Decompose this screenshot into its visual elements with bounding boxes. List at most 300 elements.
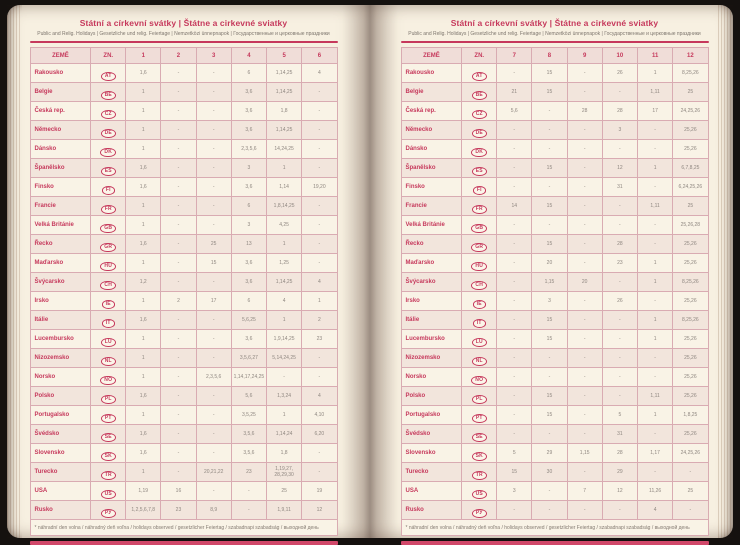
country-code-badge: CZ [101, 110, 116, 119]
holiday-days-cell: - [567, 64, 602, 83]
code-cell [462, 216, 497, 235]
holiday-days-cell: 1 [302, 292, 337, 311]
country-code-badge: HU [471, 262, 487, 271]
country-code-badge: РУ [472, 509, 487, 518]
holiday-days-cell: 15 [532, 311, 567, 330]
column-header: 1 [126, 48, 161, 64]
code-cell [462, 425, 497, 444]
holiday-days-cell: 1 [638, 159, 673, 178]
holiday-days-cell: 29 [602, 463, 637, 482]
holiday-days-cell: - [196, 216, 231, 235]
country-name: Itálie [30, 311, 91, 330]
holiday-days-cell: 26 [602, 292, 637, 311]
country-code-badge: LU [101, 338, 116, 347]
holiday-days-cell: - [161, 368, 196, 387]
holiday-days-cell: 26 [602, 64, 637, 83]
holiday-days-cell: - [638, 368, 673, 387]
holiday-days-cell: - [302, 140, 337, 159]
holiday-days-cell: - [602, 140, 637, 159]
accent-bar-bottom [30, 541, 338, 545]
holiday-days-cell: 1 [638, 273, 673, 292]
country-code-badge: HU [100, 262, 116, 271]
holiday-days-cell: 1,25 [267, 254, 302, 273]
country-name: Rakousko [30, 64, 91, 83]
holiday-days-cell: 15 [532, 330, 567, 349]
table-row [401, 444, 708, 463]
table-row [30, 368, 337, 387]
country-name: Německo [30, 121, 91, 140]
holiday-days-cell: - [161, 235, 196, 254]
country-code-badge: PL [101, 395, 116, 404]
holiday-days-cell: - [497, 425, 532, 444]
holiday-days-cell: 1,6 [126, 235, 161, 254]
table-row [401, 387, 708, 406]
holiday-days-cell: - [161, 425, 196, 444]
holiday-days-cell: 23 [231, 463, 266, 482]
country-name: Rusko [30, 501, 91, 520]
code-cell [462, 349, 497, 368]
column-header: 12 [673, 48, 708, 64]
holiday-days-cell: - [567, 501, 602, 520]
holiday-days-cell: 6 [231, 292, 266, 311]
code-cell [91, 330, 126, 349]
left-page [7, 5, 370, 538]
holiday-days-cell: 14 [497, 197, 532, 216]
table-row [401, 425, 708, 444]
holiday-days-cell: 3,6 [231, 83, 266, 102]
holiday-days-cell: - [196, 387, 231, 406]
holiday-days-cell: 15 [497, 463, 532, 482]
country-name: Irsko [30, 292, 91, 311]
holiday-days-cell: 15 [532, 64, 567, 83]
country-code-badge: SK [472, 452, 487, 461]
code-cell [91, 102, 126, 121]
country-name: Řecko [30, 235, 91, 254]
holiday-days-cell: - [196, 482, 231, 501]
holiday-days-cell: - [567, 216, 602, 235]
holiday-days-cell: - [196, 140, 231, 159]
country-name: Dánsko [30, 140, 91, 159]
country-code-badge: PT [472, 414, 487, 423]
holiday-days-cell: - [196, 121, 231, 140]
holiday-days-cell: - [532, 368, 567, 387]
holiday-days-cell: - [302, 197, 337, 216]
country-code-badge: US [101, 490, 116, 499]
country-name: Francie [30, 197, 91, 216]
holiday-days-cell: 12 [302, 501, 337, 520]
holiday-days-cell: 24,25,26 [673, 444, 708, 463]
holiday-days-cell: - [196, 444, 231, 463]
holiday-days-cell: 5,6 [497, 102, 532, 121]
holiday-days-cell: 1 [267, 235, 302, 254]
holiday-days-cell: - [161, 83, 196, 102]
table-row [30, 311, 337, 330]
holiday-days-cell: 15 [196, 254, 231, 273]
holiday-days-cell: - [302, 463, 337, 482]
code-cell [462, 406, 497, 425]
holiday-days-cell: 6 [231, 197, 266, 216]
holiday-days-cell: 3 [497, 482, 532, 501]
holiday-days-cell: 24,25,26 [673, 102, 708, 121]
country-code-badge: FI [473, 186, 486, 195]
country-name: Dánsko [401, 140, 462, 159]
table-row [401, 330, 708, 349]
holiday-days-cell: - [602, 501, 637, 520]
holiday-days-cell: 21 [497, 83, 532, 102]
holiday-days-cell: - [567, 159, 602, 178]
country-name: Česká rep. [30, 102, 91, 121]
holiday-days-cell: - [602, 273, 637, 292]
country-name: Maďarsko [401, 254, 462, 273]
code-cell [91, 254, 126, 273]
holiday-days-cell: 4 [302, 273, 337, 292]
holiday-days-cell: 8,25,26 [673, 64, 708, 83]
holiday-days-cell: - [567, 387, 602, 406]
table-row [401, 349, 708, 368]
page-subtitle: Public and Relig. Holidays | Gesetzliche und relig. Feiertage | Nemzetközi ünnepnapok | Государственные и церковные праздники [37, 31, 330, 37]
code-cell [462, 121, 497, 140]
holiday-days-cell: 25 [673, 197, 708, 216]
country-code-badge: NL [472, 357, 487, 366]
holiday-days-cell: - [302, 368, 337, 387]
holiday-days-cell: - [196, 273, 231, 292]
country-name: Česká rep. [401, 102, 462, 121]
holiday-days-cell: 1,6 [126, 387, 161, 406]
table-row [401, 83, 708, 102]
country-code-badge: DE [101, 129, 116, 138]
holiday-days-cell: - [532, 425, 567, 444]
column-header: 9 [567, 48, 602, 64]
holiday-days-cell: - [302, 102, 337, 121]
column-header: 10 [602, 48, 637, 64]
code-cell [91, 121, 126, 140]
column-header: 5 [267, 48, 302, 64]
column-header: 7 [497, 48, 532, 64]
holiday-days-cell: 1 [267, 311, 302, 330]
holiday-days-cell: 15 [532, 159, 567, 178]
holiday-days-cell: - [567, 368, 602, 387]
column-header: 4 [231, 48, 266, 64]
holiday-days-cell: - [638, 235, 673, 254]
accent-line-top [30, 41, 338, 43]
holiday-days-cell: - [602, 368, 637, 387]
holiday-days-cell: - [302, 235, 337, 254]
table-row [401, 292, 708, 311]
table-row [401, 140, 708, 159]
country-name: Řecko [401, 235, 462, 254]
holiday-days-cell: 6 [231, 64, 266, 83]
holiday-days-cell: - [497, 387, 532, 406]
table-row [401, 463, 708, 482]
holiday-days-cell: - [567, 83, 602, 102]
holiday-days-cell: 1,19 [126, 482, 161, 501]
column-header: 6 [302, 48, 337, 64]
country-name: Turecko [401, 463, 462, 482]
holiday-days-cell: - [161, 444, 196, 463]
holiday-days-cell: - [638, 349, 673, 368]
holiday-days-cell: 23 [302, 330, 337, 349]
holiday-days-cell: - [302, 83, 337, 102]
holiday-days-cell: 20,21,22 [196, 463, 231, 482]
holiday-days-cell: - [602, 197, 637, 216]
holiday-days-cell: 7 [567, 482, 602, 501]
table-row [401, 178, 708, 197]
code-cell [91, 216, 126, 235]
holiday-days-cell: - [602, 330, 637, 349]
country-name: Velká Británie [401, 216, 462, 235]
code-cell [462, 273, 497, 292]
holiday-days-cell: 19,20 [302, 178, 337, 197]
table-row [30, 501, 337, 520]
holiday-days-cell: - [196, 330, 231, 349]
country-name: Turecko [30, 463, 91, 482]
holiday-days-cell: 25,26 [673, 349, 708, 368]
holiday-days-cell: - [231, 501, 266, 520]
holiday-days-cell: 23 [161, 501, 196, 520]
code-cell [91, 349, 126, 368]
country-code-badge: CZ [472, 110, 487, 119]
country-code-badge: TR [472, 471, 487, 480]
code-cell [462, 235, 497, 254]
code-cell [462, 197, 497, 216]
holiday-days-cell: - [497, 254, 532, 273]
holiday-days-cell: - [497, 273, 532, 292]
country-code-badge: US [472, 490, 487, 499]
code-cell [91, 140, 126, 159]
holiday-days-cell: - [161, 102, 196, 121]
country-name: Norsko [401, 368, 462, 387]
holiday-days-cell: 1 [267, 159, 302, 178]
holiday-days-cell: - [196, 406, 231, 425]
holiday-days-cell: 28 [567, 102, 602, 121]
holiday-days-cell: 2,3,5,6 [196, 368, 231, 387]
holiday-days-cell: 1,6 [126, 64, 161, 83]
footnote: * náhradní den volna / náhradný deň voľna / holidays observed / gesetzlicher Feiertag / szabadnapi szabadság / выходной день [30, 520, 337, 536]
country-code-badge: GB [100, 224, 116, 233]
holiday-days-cell: - [497, 501, 532, 520]
holiday-days-cell: 3,5,6,27 [231, 349, 266, 368]
column-header: ZN. [91, 48, 126, 64]
table-row [30, 482, 337, 501]
holiday-table-months-1-6 [30, 47, 338, 536]
code-cell [462, 64, 497, 83]
table-row [30, 178, 337, 197]
holiday-days-cell: 16 [161, 482, 196, 501]
country-name: Španělsko [30, 159, 91, 178]
holiday-days-cell: - [497, 140, 532, 159]
country-name: Norsko [30, 368, 91, 387]
holiday-days-cell: - [638, 216, 673, 235]
holiday-days-cell: - [532, 349, 567, 368]
holiday-days-cell: 17 [638, 102, 673, 121]
holiday-days-cell: - [497, 64, 532, 83]
holiday-days-cell: - [161, 330, 196, 349]
holiday-days-cell: 3 [231, 216, 266, 235]
table-row [30, 64, 337, 83]
column-header: 11 [638, 48, 673, 64]
holiday-days-cell: 1,15 [567, 444, 602, 463]
holiday-days-cell: 31 [602, 178, 637, 197]
country-name: Rusko [401, 501, 462, 520]
holiday-days-cell: 25 [673, 83, 708, 102]
code-cell [91, 178, 126, 197]
table-row [401, 254, 708, 273]
code-cell [462, 102, 497, 121]
country-code-badge: AT [101, 72, 116, 81]
table-row [401, 216, 708, 235]
holiday-days-cell: 2,3,5,6 [231, 140, 266, 159]
code-cell [91, 482, 126, 501]
holiday-days-cell: - [638, 292, 673, 311]
accent-line-top [401, 41, 709, 43]
holiday-days-cell: - [638, 425, 673, 444]
holiday-days-cell: 1,11 [638, 83, 673, 102]
table-row [401, 311, 708, 330]
footnote: * náhradní den volna / náhradný deň voľna / holidays observed / gesetzlicher Feiertag / szabadnapi szabadság / выходной день [401, 520, 708, 536]
holiday-days-cell: 5,14,24,25 [267, 349, 302, 368]
holiday-days-cell: 1,6 [126, 178, 161, 197]
holiday-days-cell: - [497, 406, 532, 425]
holiday-days-cell: 1,8 [267, 102, 302, 121]
holiday-days-cell: - [196, 425, 231, 444]
code-cell [462, 83, 497, 102]
holiday-days-cell: 25 [267, 482, 302, 501]
holiday-days-cell: 4 [638, 501, 673, 520]
holiday-days-cell: 12 [602, 159, 637, 178]
holiday-days-cell: - [532, 102, 567, 121]
holiday-days-cell: 6,20 [302, 425, 337, 444]
holiday-days-cell: 1,11 [638, 387, 673, 406]
holiday-days-cell: - [196, 178, 231, 197]
code-cell [462, 444, 497, 463]
code-cell [462, 292, 497, 311]
code-cell [91, 406, 126, 425]
holiday-days-cell: 1,8,14,25 [267, 197, 302, 216]
holiday-days-cell: - [497, 235, 532, 254]
holiday-days-cell: 8,9 [196, 501, 231, 520]
holiday-days-cell: - [302, 254, 337, 273]
country-code-badge: DK [471, 148, 487, 157]
holiday-days-cell: - [567, 254, 602, 273]
holiday-days-cell: - [602, 83, 637, 102]
code-cell [91, 444, 126, 463]
holiday-days-cell: 2 [302, 311, 337, 330]
holiday-days-cell: - [602, 216, 637, 235]
code-cell [91, 387, 126, 406]
holiday-days-cell: 1 [126, 102, 161, 121]
table-row [30, 463, 337, 482]
holiday-days-cell: 1 [126, 121, 161, 140]
table-row [401, 159, 708, 178]
country-name: Velká Británie [30, 216, 91, 235]
column-header: 8 [532, 48, 567, 64]
country-code-badge: NL [101, 357, 116, 366]
diary-spread [7, 5, 733, 538]
holiday-days-cell: 3,5,25 [231, 406, 266, 425]
holiday-days-cell: 1,9,14,25 [267, 330, 302, 349]
holiday-days-cell: - [532, 140, 567, 159]
table-row [30, 197, 337, 216]
holiday-days-cell: - [532, 501, 567, 520]
table-row [401, 273, 708, 292]
holiday-days-cell: 25 [673, 482, 708, 501]
holiday-days-cell: 25,26 [673, 254, 708, 273]
country-name: Lucembursko [401, 330, 462, 349]
table-row [30, 387, 337, 406]
holiday-days-cell: 1,9,11 [267, 501, 302, 520]
holiday-days-cell: - [161, 64, 196, 83]
holiday-days-cell: 1,6 [126, 444, 161, 463]
holiday-days-cell: 3,5,6 [231, 444, 266, 463]
holiday-days-cell: 3 [231, 159, 266, 178]
holiday-days-cell: 25,26 [673, 368, 708, 387]
right-sheet [401, 5, 709, 545]
country-name: Švýcarsko [30, 273, 91, 292]
holiday-days-cell: 3,6 [231, 273, 266, 292]
holiday-days-cell: 15 [532, 406, 567, 425]
holiday-days-cell: - [196, 102, 231, 121]
holiday-days-cell: - [161, 463, 196, 482]
code-cell [91, 273, 126, 292]
country-code-badge: CH [471, 281, 487, 290]
country-code-badge: PT [101, 414, 116, 423]
country-code-badge: DK [100, 148, 116, 157]
country-code-badge: DE [472, 129, 487, 138]
table-row [30, 121, 337, 140]
country-code-badge: GR [471, 243, 487, 252]
holiday-days-cell: - [567, 425, 602, 444]
holiday-days-cell: 4,25 [267, 216, 302, 235]
table-row [30, 216, 337, 235]
country-name: Itálie [401, 311, 462, 330]
code-cell [91, 64, 126, 83]
country-name: Portugalsko [30, 406, 91, 425]
country-name: Španělsko [401, 159, 462, 178]
holiday-days-cell: - [532, 482, 567, 501]
country-name: USA [401, 482, 462, 501]
holiday-days-cell: 3,6 [231, 178, 266, 197]
holiday-days-cell: 25,26 [673, 121, 708, 140]
holiday-days-cell: - [161, 140, 196, 159]
holiday-days-cell: 6,7,8,25 [673, 159, 708, 178]
holiday-days-cell: - [161, 349, 196, 368]
code-cell [462, 159, 497, 178]
table-row [30, 330, 337, 349]
country-name: Irsko [401, 292, 462, 311]
holiday-days-cell: - [161, 387, 196, 406]
code-cell [91, 292, 126, 311]
country-name: Rakousko [401, 64, 462, 83]
holiday-days-cell: 1 [126, 292, 161, 311]
holiday-days-cell: - [567, 197, 602, 216]
holiday-days-cell: 20 [567, 273, 602, 292]
country-code-badge: ES [101, 167, 116, 176]
table-row [30, 292, 337, 311]
code-cell [462, 368, 497, 387]
table-row [30, 406, 337, 425]
holiday-days-cell: 1,6 [126, 311, 161, 330]
country-code-badge: PL [472, 395, 487, 404]
holiday-days-cell: 14,24,25 [267, 140, 302, 159]
holiday-days-cell: 3 [532, 292, 567, 311]
country-code-badge: IT [473, 319, 486, 328]
holiday-days-cell: 4,10 [302, 406, 337, 425]
column-header: ZN. [462, 48, 497, 64]
holiday-days-cell: 1 [126, 140, 161, 159]
holiday-days-cell: 1,14,25 [267, 121, 302, 140]
table-row [401, 406, 708, 425]
holiday-days-cell: 25,26 [673, 235, 708, 254]
